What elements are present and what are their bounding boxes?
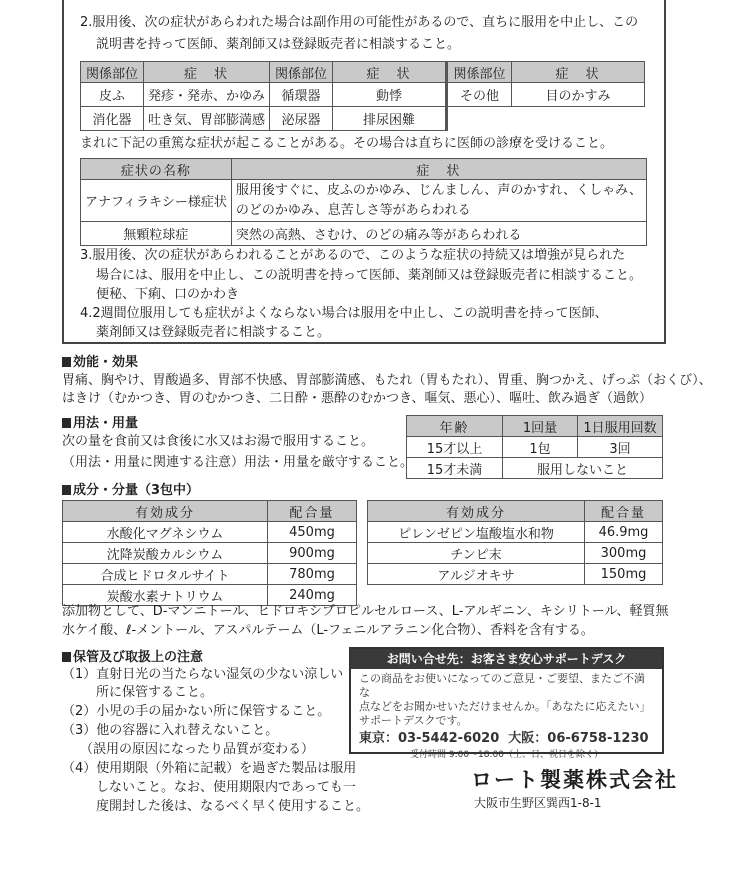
efficacy-heading-text: 効能・効果: [73, 355, 139, 370]
ingredient-name: アルジオキサ: [368, 564, 585, 585]
part-cell: 皮ふ: [81, 83, 144, 107]
table-row: [63, 543, 357, 564]
ingredient-amount: 900mg: [268, 543, 357, 564]
storage-line: （3）他の容器に入れ替えないこと。: [62, 723, 279, 738]
section-marker-icon: [62, 418, 71, 428]
header-symptom: 症 状: [144, 62, 270, 83]
dose-note-cell: 服用しないこと: [503, 458, 663, 479]
part-cell: 循環器: [270, 83, 333, 107]
rare-symptom-line: のどのかゆみ、息苦しさ等があらわれる: [235, 202, 471, 218]
company-address: 大阪市生野区巽西1-8-1: [474, 796, 602, 810]
ingredients-heading-text: 成分・分量（3包中）: [73, 483, 200, 498]
dosage-heading-text: 用法・用量: [73, 416, 139, 431]
storage-heading: [62, 646, 203, 665]
side-effects-item3-line3: 便秘、下痢、口のかわき: [96, 287, 240, 302]
storage-line: （1）直射日光の当たらない湿気の少ない涼しい: [62, 667, 344, 682]
contact-header: お問い合せ先：お客さま安心サポートデスク: [351, 649, 662, 669]
table-row: [81, 180, 647, 222]
header-amount: 配合量: [268, 501, 357, 522]
section-marker-icon: [62, 357, 71, 367]
part-cell: その他: [447, 83, 512, 107]
age-cell: 15才未満: [407, 458, 503, 479]
storage-heading-text: 保管及び取扱上の注意: [73, 650, 204, 665]
side-effects-item3-line1: 3.服用後、次の症状があらわれることがあるので、このような症状の持続又は増強が見られた: [80, 248, 626, 263]
symptom-cell: 排尿困難: [333, 107, 447, 131]
rare-symptom-cell: [231, 180, 646, 222]
header-ingredient: 有効成分: [368, 501, 585, 522]
dosage-line2: （用法・用量に関連する注意）用法・用量を厳守すること。: [62, 455, 414, 470]
table-row: [81, 107, 645, 131]
table-row: [407, 437, 663, 458]
rare-symptom-line: 服用後すぐに、皮ふのかゆみ、じんましん、声のかすれ、くしゃみ、: [235, 182, 642, 198]
table-row: [63, 564, 357, 585]
ingredients-heading: [62, 479, 199, 498]
dose-cell: 1包: [503, 437, 578, 458]
header-part: 関係部位: [81, 62, 144, 83]
rare-name-cell: 無顆粒球症: [81, 222, 232, 246]
rare-symptom-cell: 突然の高熱、さむけ、のどの痛み等があらわれる: [231, 222, 646, 246]
side-effects-item3-line2: 場合には、服用を中止し、この説明書を持って医師、薬剤師又は登録販売者に相談すること。: [96, 268, 643, 283]
storage-line: （4）使用期限（外箱に記載）を過ぎた製品は服用: [62, 761, 357, 776]
symptom-cell: 吐き気、胃部膨満感: [144, 107, 270, 131]
ingredient-amount: 780mg: [268, 564, 357, 585]
ingredient-name: チンピ末: [368, 543, 585, 564]
empty-cell: [447, 107, 512, 131]
side-effects-item2-line2: 説明書を持って医師、薬剤師又は登録販売者に相談すること。: [96, 37, 461, 52]
header-rare-name: 症状の名称: [81, 159, 232, 180]
ingredient-name: 合成ヒドロタルサイト: [63, 564, 268, 585]
section-marker-icon: [62, 652, 71, 662]
side-effects-item2-line1: 2.服用後、次の症状があらわれた場合は副作用の可能性があるので、直ちに服用を中止し、この: [80, 15, 639, 30]
header-amount: 配合量: [585, 501, 663, 522]
ingredient-amount: 46.9mg: [585, 522, 663, 543]
rare-symptoms-table: [80, 158, 647, 246]
ingredients-table-right: [367, 500, 663, 585]
dosage-table: [406, 415, 663, 479]
additives-line2: 水ケイ酸、ℓ-メントール、アスパルテーム（L-フェニルアラニン化合物）、香料を含有する。: [62, 623, 594, 638]
table-row: [407, 458, 663, 479]
company-name: ロート製薬株式会社: [471, 767, 678, 792]
storage-line: （誤用の原因になったり品質が変わる）: [80, 742, 315, 757]
header-part: 関係部位: [447, 62, 512, 83]
table-row: [63, 522, 357, 543]
additives-line1: 添加物として、D-マンニトール、ヒドロキシプロピルセルロース、L-アルギニン、キシリトール、軽質無: [62, 604, 669, 619]
rare-name-cell: アナフィラキシー様症状: [81, 180, 232, 222]
ingredient-name: 水酸化マグネシウム: [63, 522, 268, 543]
side-effects-item4-line1: 4.2週間位服用しても症状がよくならない場合は服用を中止し、この説明書を持って医師、: [80, 306, 608, 321]
header-symptom: 症 状: [333, 62, 447, 83]
section-marker-icon: [62, 485, 71, 495]
rare-note: まれに下記の重篤な症状が起こることがある。その場合は直ちに医師の診療を受けること。: [80, 136, 614, 151]
header-age: 年齢: [407, 416, 503, 437]
ingredient-amount: 150mg: [585, 564, 663, 585]
times-cell: 3回: [578, 437, 663, 458]
contact-box: [349, 647, 664, 760]
symptom-cell: 発疹・発赤、かゆみ: [144, 83, 270, 107]
header-rare-symptom: 症 状: [231, 159, 646, 180]
header-symptom: 症 状: [512, 62, 645, 83]
storage-line: 所に保管すること。: [96, 685, 214, 700]
efficacy-line2: はきけ（むかつき、胃のむかつき、二日酔・悪酔のむかつき、嘔気、悪心）、嘔吐、飲み過ぎ（過飲）: [62, 391, 652, 406]
symptom-cell: 動悸: [333, 83, 447, 107]
ingredient-amount: 300mg: [585, 543, 663, 564]
contact-body-line: 点などをお聞かせいただけませんか。「あなたに応えたい」: [359, 700, 651, 713]
contact-hours: 受付時間 9:00～18:00（土、日、祝日を除く）: [409, 750, 603, 760]
efficacy-heading: [62, 351, 138, 370]
contact-body-line: この商品をお使いになってのご意見・ご要望、またご不満な: [359, 672, 645, 699]
part-cell: 消化器: [81, 107, 144, 131]
symptom-cell: 目のかすみ: [512, 83, 645, 107]
contact-body-line: サポートデスクです。: [359, 714, 468, 727]
header-part: 関係部位: [270, 62, 333, 83]
storage-line: しないこと。なお、使用期限内であっても一: [96, 780, 356, 795]
table-row: [81, 222, 647, 246]
header-times: 1日服用回数: [578, 416, 663, 437]
efficacy-line1: 胃痛、胸やけ、胃酸過多、胃部不快感、胃部膨満感、もたれ（胃もたれ）、胃重、胸つかえ、げっぷ（おくび）、: [62, 373, 712, 388]
ingredient-name: ピレンゼピン塩酸塩水和物: [368, 522, 585, 543]
part-cell: 泌尿器: [270, 107, 333, 131]
ingredient-name: 沈降炭酸カルシウム: [63, 543, 268, 564]
side-effects-item4-line2: 薬剤師又は登録販売者に相談すること。: [96, 325, 331, 340]
ingredient-name: 炭酸水素ナトリウム: [63, 585, 268, 606]
header-dose: 1回量: [503, 416, 578, 437]
age-cell: 15才以上: [407, 437, 503, 458]
dosage-line1: 次の量を食前又は食後に水又はお湯で服用すること。: [62, 434, 375, 449]
table-row: [368, 522, 663, 543]
empty-cell: [512, 107, 645, 131]
ingredient-amount: 240mg: [268, 585, 357, 606]
storage-line: 度開封した後は、なるべく早く使用すること。: [96, 799, 370, 814]
ingredients-table-left: [62, 500, 357, 606]
table-row: [81, 83, 645, 107]
ingredient-amount: 450mg: [268, 522, 357, 543]
header-ingredient: 有効成分: [63, 501, 268, 522]
contact-phones: 東京：03-5442-6020 大阪：06-6758-1230: [359, 731, 649, 746]
table-row: [368, 564, 663, 585]
side-effects-table: [80, 61, 645, 131]
table-row: [368, 543, 663, 564]
dosage-heading: [62, 412, 138, 431]
storage-line: （2）小児の手の届かない所に保管すること。: [62, 704, 331, 719]
